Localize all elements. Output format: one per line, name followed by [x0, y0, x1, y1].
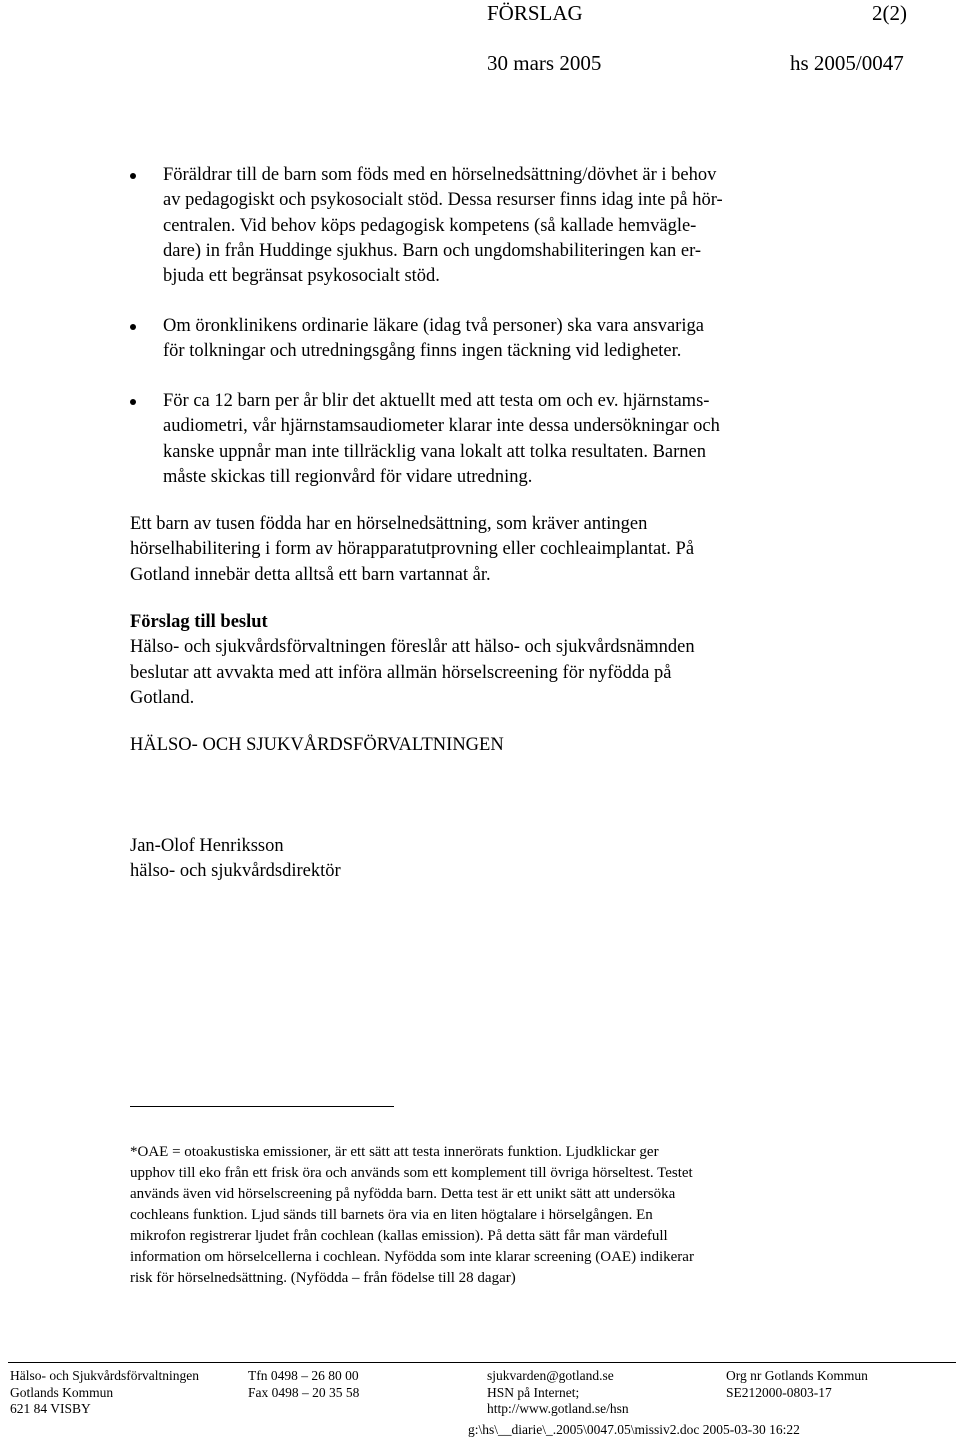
bullet-icon [130, 399, 136, 405]
footer-address: Hälso- och Sjukvårdsförvaltningen Gotlands Kommun 621 84 VISBY [10, 1368, 199, 1416]
document-date: 30 mars 2005 [487, 51, 602, 75]
footer-phone: Tfn 0498 – 26 80 00 Fax 0498 – 20 35 58 [248, 1368, 360, 1400]
footnote-oae: *OAE = otoakustiska emissioner, är ett sätt att testa innerörats funktion. Ljudklickar ger upphov till eko från ett frisk öra och används som ett komplement till övriga hörseltest. Testet används även vid hörselscreening på nyfödda barn. Detta test är ett unikt sätt att undersöka cochleans funktion. Ljud sänds till barnets öra via en liten högtalare i hörselgången. En mikrofon registrerar ljudet från cochlean (kallas emission). På detta sätt får man värdefull information om hörselcellerna i cochlean. Nyfödda som inte klarar screening (OAE) indikerar risk för hörselnedsättning. (Nyfödda – från födelse till 28 dagar) [130, 1144, 694, 1286]
signature-block [130, 834, 890, 885]
document-type: FÖRSLAG [487, 1, 583, 25]
footnote-separator [130, 1106, 394, 1107]
footer-org-number: Org nr Gotlands Kommun SE212000-0803-17 [726, 1368, 868, 1400]
bullet-item-retesting: För ca 12 barn per år blir det aktuellt med att testa om och ev. hjärnstams- audiometri, vår hjärnstamsaudiometer klarar inte dessa undersökningar och kanske uppnår man inte tillräcklig vana lokalt att tolka resultaten. Barnen måste skickas till regionvård för vidare utredning. [130, 389, 830, 490]
proposal-heading: Förslag till beslut [130, 612, 268, 632]
signer-name: Jan-Olof Henriksson [130, 836, 284, 856]
signer-title: hälso- och sjukvårdsdirektör [130, 861, 341, 882]
footer-email-link[interactable]: sjukvarden@gotland.se [487, 1368, 614, 1383]
document-reference: hs 2005/0047 [790, 51, 904, 75]
paragraph-incidence: Ett barn av tusen födda har en hörselnedsättning, som kräver antingen hörselhabilitering i form av hörapparatutprovning eller cochleaimplantat. På Gotland innebär detta alltså ett barn vartannat år. [130, 514, 695, 585]
bullet-icon [130, 173, 136, 179]
footer-contact: sjukvarden@gotland.se HSN på Internet; http://www.gotland.se/hsn [487, 1368, 629, 1416]
bullet-icon [130, 324, 136, 330]
bullet-item-parents-support: Föräldrar till de barn som föds med en hörselnedsättning/dövhet är i behov av pedagogiskt och psykosocialt stöd. Dessa resurser finns idag inte på hör- centralen. Vid behov köps pedagogisk kompetens (så kallade hemvägle- dare) in från Huddinge sjukhus. Barn och ungdomshabiliteringen kan er- bjuda ett begränsat psykosocialt stöd. [130, 163, 830, 289]
bullet-item-ent-clinic: Om öronklinikens ordinarie läkare (idag två personer) ska vara ansvariga för tolkningar och utredningsgång finns ingen täckning vid ledigheter. [130, 314, 830, 365]
organization-name: HÄLSO- OCH SJUKVÅRDSFÖRVALTNINGEN [130, 735, 504, 755]
footer-file-path: g:\hs\__diarie\_.2005\0047.05\missiv2.doc 2005-03-30 16:22 [468, 1422, 800, 1437]
page-number: 2(2) [872, 1, 907, 25]
proposal-section: Förslag till beslut Hälso- och sjukvårdsförvaltningen föreslår att hälso- och sjukvårdsnämnden beslutar att avvakta med att införa allmän hörselscreening för nyfödda på Gotland. [130, 610, 890, 711]
footer-website-link[interactable]: http://www.gotland.se/hsn [487, 1401, 629, 1416]
footer-rule [8, 1362, 956, 1363]
